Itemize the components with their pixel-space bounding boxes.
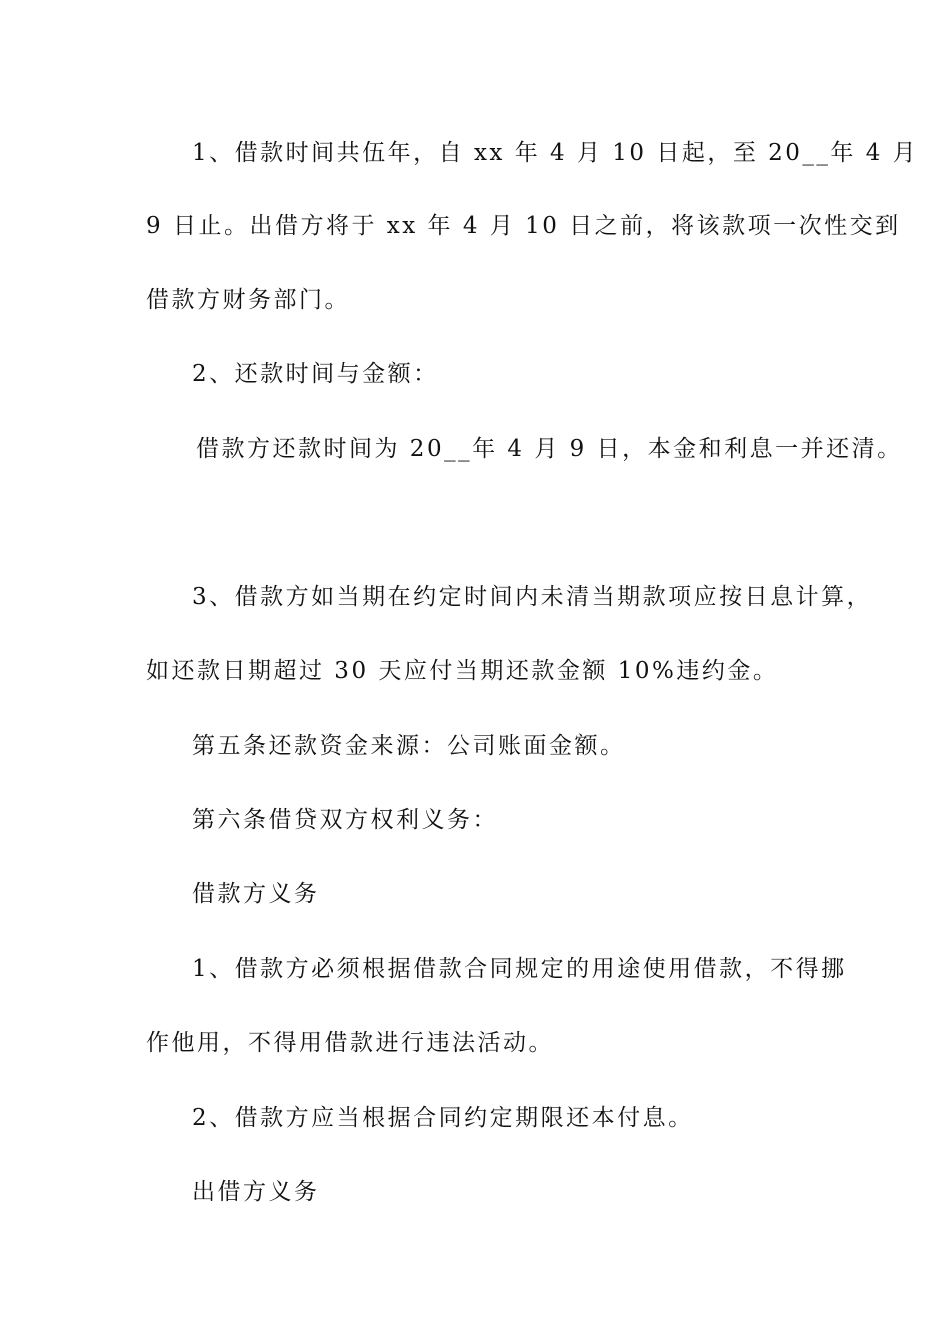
borrower-duty-one-cont: 作他用，不得用借款进行违法活动。	[146, 1030, 554, 1056]
article-six: 第六条借贷双方权利义务：	[192, 807, 498, 833]
lender-duties-heading: 出借方义务	[192, 1179, 320, 1205]
article-five: 第五条还款资金来源：公司账面金额。	[192, 733, 626, 759]
borrower-duty-two: 2、借款方应当根据合同约定期限还本付息。	[192, 1105, 694, 1131]
paragraph-repayment-heading: 2、还款时间与金额：	[192, 361, 439, 387]
borrower-duties-heading: 借款方义务	[192, 881, 320, 907]
paragraph-borrowing-period-cont: 9 日止。出借方将于 xx 年 4 月 10 日之前，将该款项一次性交到	[146, 213, 901, 239]
paragraph-late-interest: 3、借款方如当期在约定时间内未清当期款项应按日息计算，	[192, 584, 873, 610]
paragraph-borrowing-period-end: 借款方财务部门。	[146, 287, 350, 313]
paragraph-borrowing-period: 1、借款时间共伍年，自 xx 年 4 月 10 日起，至 20__年 4 月	[192, 140, 919, 166]
paragraph-repayment-time: 借款方还款时间为 20__年 4 月 9 日，本金和利息一并还清。	[196, 436, 903, 462]
borrower-duty-one: 1、借款方必须根据借款合同规定的用途使用借款，不得挪	[192, 956, 847, 982]
paragraph-late-penalty: 如还款日期超过 30 天应付当期还款金额 10%违约金。	[146, 658, 779, 684]
